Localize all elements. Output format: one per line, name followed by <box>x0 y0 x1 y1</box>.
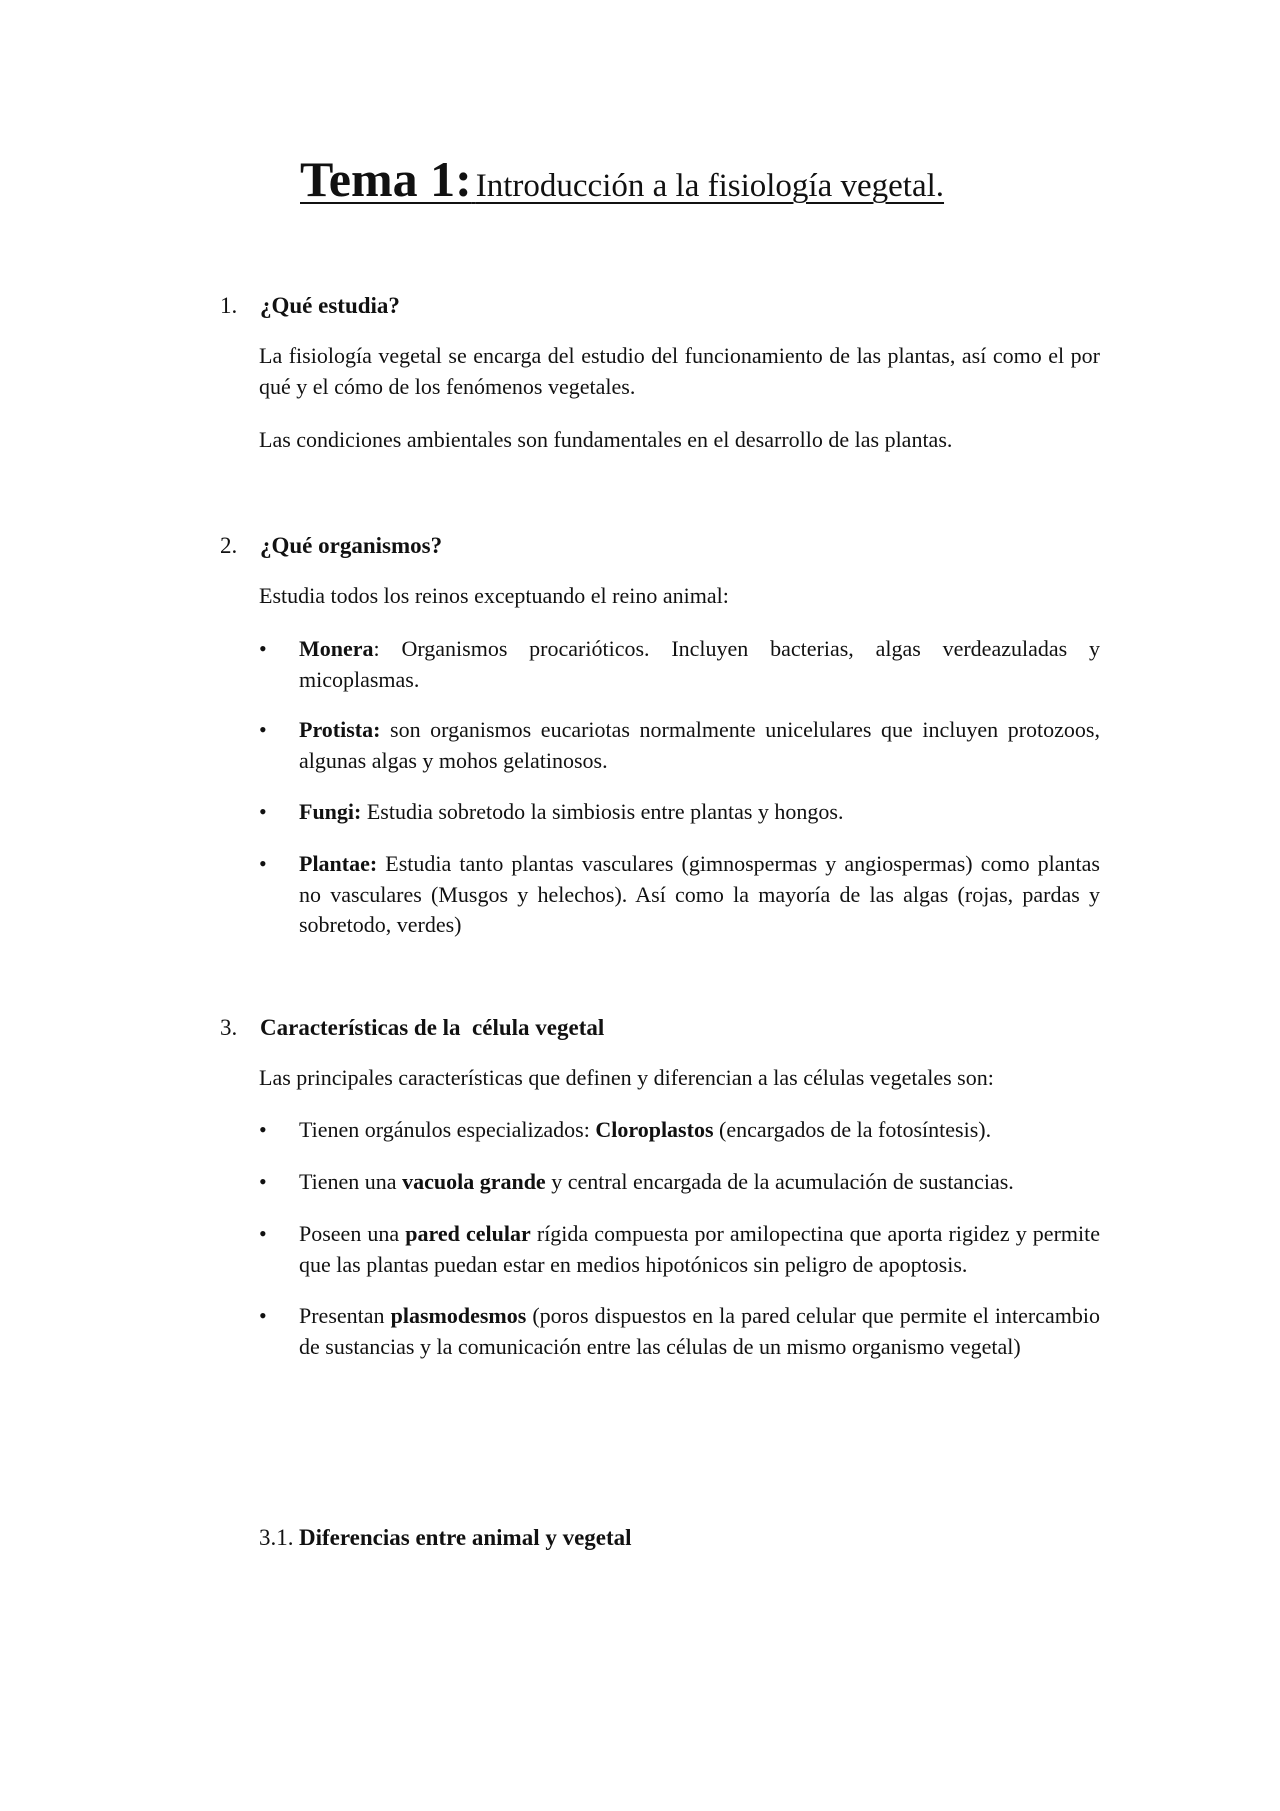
section-1-paragraph-1: La fisiología vegetal se encarga del estudio del funcionamiento de las plantas, así como el por qué y el cómo de los fenómenos vegetales. <box>259 343 1100 399</box>
bullet-text: Tienen orgánulos especializados: <box>299 1117 596 1142</box>
section-1-title: ¿Qué estudia? <box>260 293 400 318</box>
section-1-heading <box>220 293 400 319</box>
section-3-number: 3. <box>220 1015 238 1040</box>
bullet-text: y central encargada de la acumulación de sustancias. <box>545 1169 1014 1194</box>
bullet-term: Protista: <box>299 717 381 742</box>
bullet-text: (poros dispuestos en la pared celular que permite el intercambio de sustancias y la comunicación entre las células de un mismo organismo vegetal) <box>299 1303 1100 1359</box>
bullet-term: Plantae: <box>299 851 378 876</box>
page-title <box>300 150 944 208</box>
list-item-pared-celular <box>259 1219 1100 1280</box>
bullet-icon: • <box>259 1117 267 1142</box>
section-3-intro: Las principales características que definen y diferencian a las células vegetales son: <box>259 1065 994 1090</box>
section-3-title: Características de la célula vegetal <box>260 1015 605 1040</box>
list-item-plasmodesmos <box>259 1301 1100 1362</box>
list-item-fungi <box>259 797 1100 828</box>
bullet-text: son organismos eucariotas normalmente unicelulares que incluyen protozoos, algunas algas y mohos gelatinosos. <box>299 717 1100 773</box>
bullet-text: : Organismos procarióticos. Incluyen bacterias, algas verdeazuladas y micoplasmas. <box>299 636 1100 692</box>
title-sub: Introducción a la fisiología vegetal. <box>475 168 945 204</box>
bullet-text: Tienen una <box>299 1169 403 1194</box>
bullet-term: Cloroplastos <box>595 1117 714 1142</box>
bullet-icon: • <box>259 1169 267 1194</box>
bullet-text: Presentan <box>299 1303 391 1328</box>
section-3-1-title: Diferencias entre animal y vegetal <box>299 1525 632 1550</box>
bullet-text: Estudia tanto plantas vasculares (gimnospermas y angiospermas) como plantas no vasculares (Musgos y helechos). Así como la mayoría de las algas (rojas, pardas y sobretodo, verdes) <box>299 851 1100 937</box>
section-2-intro: Estudia todos los reinos exceptuando el reino animal: <box>259 583 729 608</box>
bullet-term: plasmodesmos <box>390 1303 527 1328</box>
list-item-vacuola <box>259 1167 1100 1198</box>
list-item-monera <box>259 634 1100 695</box>
bullet-term: Fungi: <box>299 799 362 824</box>
bullet-icon: • <box>259 1303 267 1328</box>
title-main: Tema 1: <box>300 151 472 207</box>
bullet-text: Poseen una <box>299 1221 406 1246</box>
bullet-icon: • <box>259 636 267 661</box>
section-2-number: 2. <box>220 533 238 558</box>
section-1-paragraph-2: Las condiciones ambientales son fundamentales en el desarrollo de las plantas. <box>259 427 953 452</box>
bullet-icon: • <box>259 717 267 742</box>
bullet-text: rígida compuesta por amilopectina que aporta rigidez y permite que las plantas puedan estar en medios hipotónicos sin peligro de apoptosis. <box>299 1221 1101 1277</box>
section-2-title: ¿Qué organismos? <box>260 533 443 558</box>
section-3-1-number: 3.1. <box>259 1525 294 1550</box>
section-2-heading <box>220 533 442 559</box>
bullet-icon: • <box>259 851 267 876</box>
section-3-1-heading <box>259 1525 632 1551</box>
section-3-heading <box>220 1015 604 1041</box>
list-item-plantae <box>259 849 1100 941</box>
list-item-protista <box>259 715 1100 776</box>
bullet-text: (encargados de la fotosíntesis). <box>713 1117 992 1142</box>
list-item-cloroplastos <box>259 1115 1100 1146</box>
bullet-text: Estudia sobretodo la simbiosis entre plantas y hongos. <box>361 799 844 824</box>
bullet-term: vacuola grande <box>402 1169 546 1194</box>
bullet-icon: • <box>259 799 267 824</box>
section-1-number: 1. <box>220 293 238 318</box>
bullet-term: pared celular <box>405 1221 531 1246</box>
bullet-icon: • <box>259 1221 267 1246</box>
bullet-term: Monera <box>299 636 374 661</box>
